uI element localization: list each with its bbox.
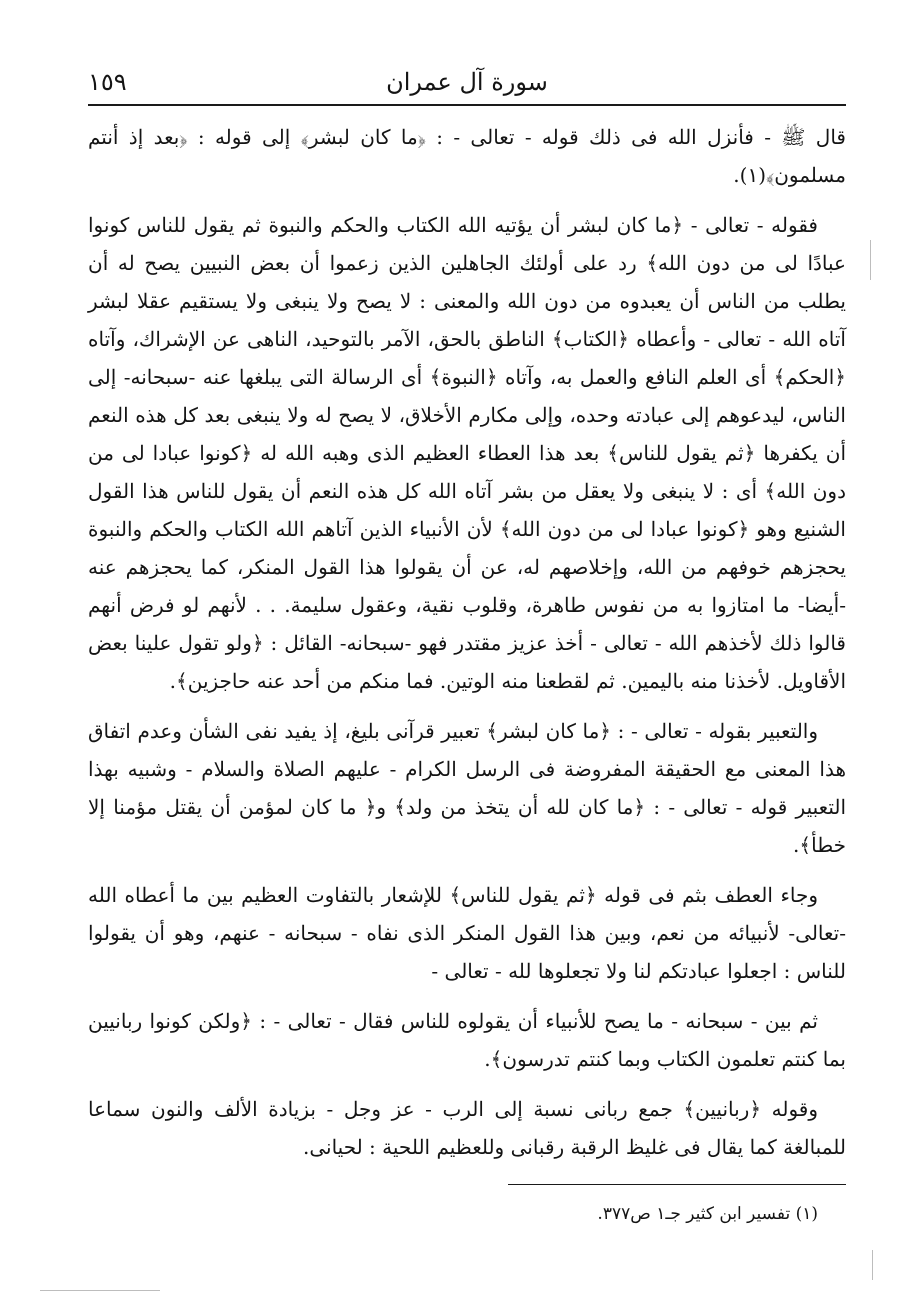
paragraph-6: وقوله ﴿ربانيين﴾ جمع ربانى نسبة إلى الرب - عز وجل - بزيادة الألف والنون سماعا للمبالغة كما يقال فى غليظ الرقبة رقبانى وللعظيم اللحية : لحيانى. (88, 1097, 846, 1159)
paragraph-4: وجاء العطف بثم فى قوله ﴿ثم يقول للناس﴾ للإشعار بالتفاوت العظيم بين ما أعطاه الله -تعالى- لأنبيائه من نعم، وبين هذا القول المنكر الذى نفاه - سبحانه - عنهم، وهو أن يقولوا للناس : اجعلوا عبادتكم لنا ولا تجعلوها لله - تعالى - (88, 883, 846, 983)
scan-speck (40, 1290, 160, 1291)
page-header (88, 60, 846, 100)
header-rule (88, 104, 846, 106)
footnote: (١) تفسير ابن كثير جـ١ ص٣٧٧. (597, 1204, 818, 1224)
surah-title: سورة آل عمران (386, 68, 548, 96)
body-text (88, 118, 846, 1178)
scan-speck (872, 1250, 873, 1280)
paragraph-1: قال ﷺ - فأنزل الله فى ذلك قوله - تعالى - : ﴿ما كان لبشر﴾ إلى قوله : ﴿بعد إذ أنتم مسلمون﴾(١). (88, 125, 846, 187)
scan-speck (870, 240, 871, 280)
page-number: ١٥٩ (88, 68, 127, 96)
paragraph-5: ثم بين - سبحانه - ما يصح للأنبياء أن يقولوه للناس فقال - تعالى - : ﴿ولكن كونوا ربانيين بما كنتم تعلمون الكتاب وبما كنتم تدرسون﴾. (88, 1009, 846, 1071)
footnote-rule (508, 1184, 846, 1185)
paragraph-3: والتعبير بقوله - تعالى - : ﴿ما كان لبشر﴾ تعبير قرآنى بليغ، إذ يفيد نفى الشأن وعدم اتفاق هذا المعنى مع الحقيقة المفروضة فى الرسل الكرام - عليهم الصلاة والسلام - وشبيه بهذا التعبير قوله - تعالى - : ﴿ما كان لله أن يتخذ من ولد﴾ و﴿ ما كان لمؤمن أن يقتل مؤمنا إلا خطأ﴾. (88, 719, 846, 857)
paragraph-2: فقوله - تعالى - ﴿ما كان لبشر أن يؤتيه الله الكتاب والحكم والنبوة ثم يقول للناس كونوا عبادًا لى من دون الله﴾ رد على أولئك الجاهلين الذين زعموا أن بعض النبيين يصح له أن يطلب من الناس أن يعبدوه من دون الله والمعنى : لا يصح ولا ينبغى ولا يستقيم عقلا لبشر آتاه الله - تعالى - وأعطاه ﴿الكتاب﴾ الناطق بالحق، الآمر بالتوحيد، الناهى عن الإشراك، وآتاه ﴿الحكم﴾ أى العلم النافع والعمل به، وآتاه ﴿النبوة﴾ أى الرسالة التى يبلغها عنه -سبحانه- إلى الناس، ليدعوهم إلى عبادته وحده، وإلى مكارم الأخلاق، لا يصح له ولا ينبغى بعد كل هذه النعم أن يكفرها ﴿ثم يقول للناس﴾ بعد هذا العطاء العظيم الذى وهبه الله له ﴿كونوا عبادا لى من دون الله﴾ أى : لا ينبغى ولا يعقل من بشر آتاه الله كل هذه النعم أن يقول للناس هذا القول الشنيع وهو ﴿كونوا عبادا لى من دون الله﴾ لأن الأنبياء الذين آتاهم الله الكتاب والحكم والنبوة يحجزهم خوفهم من الله، وإخلاصهم له، عن أن يقولوا هذا القول المنكر، كما يحجزهم عنه -أيضا- ما امتازوا به من نفوس طاهرة، وقلوب نقية، وعقول سليمة. . . لأنهم لو فرض أنهم قالوا ذلك لأخذهم الله - تعالى - أخذ عزيز مقتدر فهو -سبحانه- القائل : ﴿ولو تقول علينا بعض الأقاويل. لأخذنا منه باليمين. ثم لقطعنا منه الوتين. فما منكم من أحد عنه حاجزين﴾. (88, 213, 847, 693)
